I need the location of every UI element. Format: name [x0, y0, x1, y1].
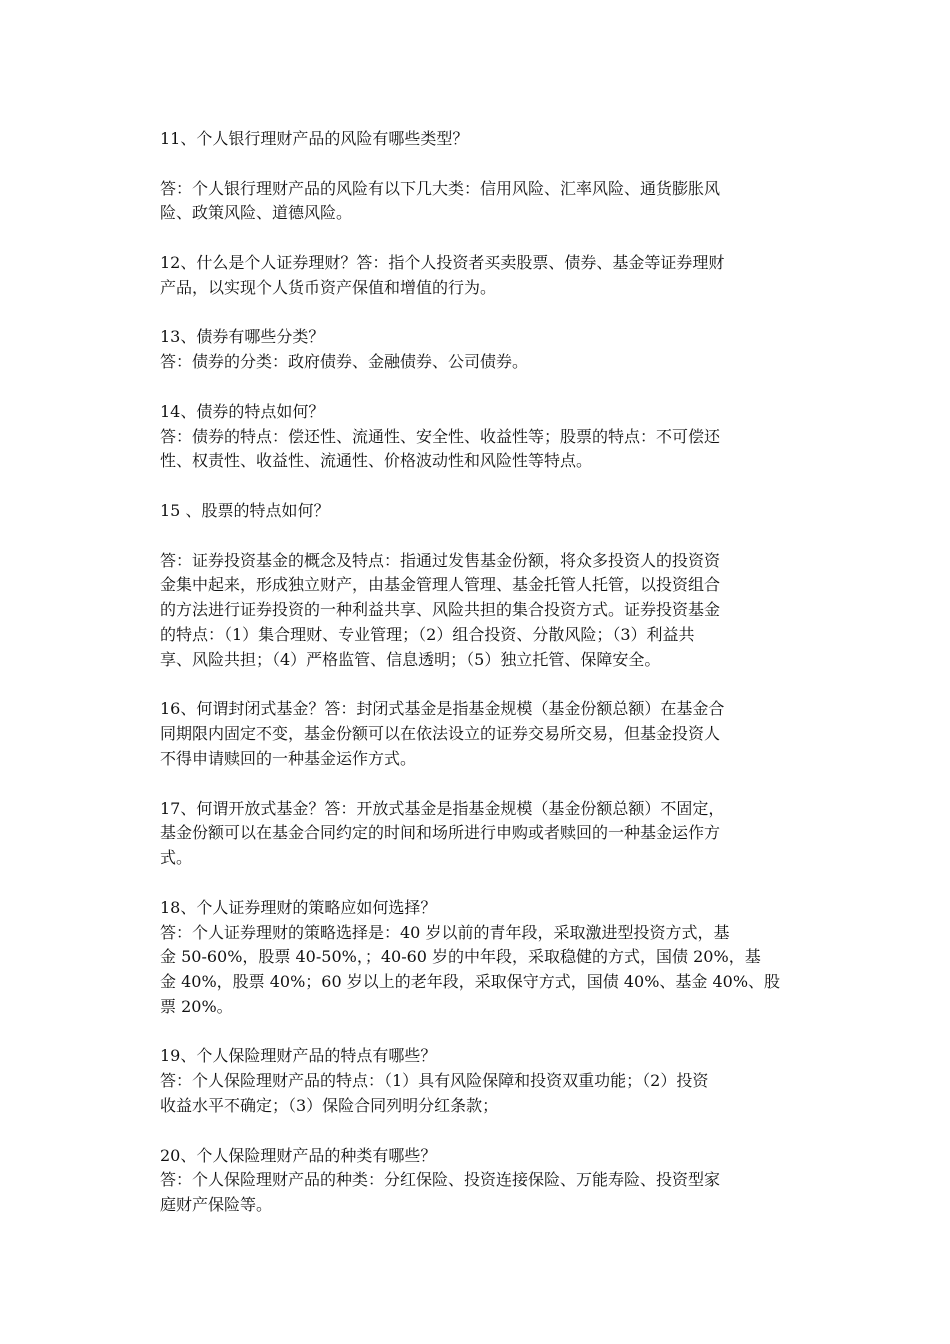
text-line: 基金份额可以在基金合同约定的时间和场所进行申购或者赎回的一种基金运作方	[160, 823, 721, 843]
text-line: 式。	[160, 848, 193, 868]
blank-line	[160, 1020, 832, 1045]
text-line: 18、个人证券理财的策略应如何选择？	[160, 897, 437, 917]
text-line: 庭财产保险等。	[160, 1195, 273, 1215]
text-line: 票 20%。	[160, 996, 233, 1016]
document-body	[160, 127, 832, 1218]
text-line: 答：个人保险理财产品的特点：（1）具有风险保障和投资双重功能；（2）投资	[160, 1071, 709, 1091]
text-line: 享、风险共担；（4）严格监管、信息透明；（5）独立托管、保障安全。	[160, 649, 661, 669]
text-line: 答：个人保险理财产品的种类：分红保险、投资连接保险、万能寿险、投资型家	[160, 1170, 721, 1190]
text-line: 12、什么是个人证券理财？答：指个人投资者买卖股票、债券、基金等证券理财	[160, 252, 725, 272]
text-line: 同期限内固定不变，基金份额可以在依法设立的证券交易所交易，但基金投资人	[160, 724, 721, 744]
blank-line	[160, 673, 832, 698]
text-line: 16、何谓封闭式基金？答：封闭式基金是指基金规模（基金份额总额）在基金合	[160, 699, 725, 719]
blank-line	[160, 301, 832, 326]
text-line: 的方法进行证券投资的一种利益共享、风险共担的集合投资方式。证券投资基金	[160, 600, 721, 620]
blank-line	[160, 871, 832, 896]
text-line: 不得申请赎回的一种基金运作方式。	[160, 748, 417, 768]
text-line: 15 、股票的特点如何？	[160, 500, 330, 520]
text-line: 产品，以实现个人货币资产保值和增值的行为。	[160, 277, 497, 297]
text-line: 13、债券有哪些分类？	[160, 327, 325, 347]
blank-line	[160, 152, 832, 177]
blank-line	[160, 474, 832, 499]
text-line: 金 50-60%，股票 40-50%，；40-60 岁的中年段，采取稳健的方式，国债 20%，基	[160, 947, 761, 967]
text-line: 17、何谓开放式基金？答：开放式基金是指基金规模（基金份额总额）不固定，	[160, 798, 725, 818]
blank-line	[160, 1119, 832, 1144]
text-line: 的特点：（1）集合理财、专业管理；（2）组合投资、分散风险；（3）利益共	[160, 624, 695, 644]
blank-line	[160, 524, 832, 549]
blank-line	[160, 226, 832, 251]
text-line: 答：债券的特点：偿还性、流通性、安全性、收益性等；股票的特点：不可偿还	[160, 426, 721, 446]
text-line: 险、政策风险、道德风险。	[160, 203, 353, 223]
blank-line	[160, 772, 832, 797]
text-line: 金集中起来，形成独立财产，由基金管理人管理、基金托管人托管，以投资组合	[160, 575, 721, 595]
text-line: 性、权责性、收益性、流通性、价格波动性和风险性等特点。	[160, 451, 593, 471]
text-line: 答：债券的分类：政府债券、金融债券、公司债券。	[160, 352, 529, 372]
blank-line	[160, 375, 832, 400]
text-line: 答：个人证券理财的策略选择是：40 岁以前的青年段，采取激进型投资方式，基	[160, 922, 730, 942]
text-line: 20、个人保险理财产品的种类有哪些？	[160, 1145, 437, 1165]
text-line: 14、债券的特点如何？	[160, 401, 325, 421]
text-line: 金 40%，股票 40%；60 岁以上的老年段，采取保守方式，国债 40%、基金 40%、股	[160, 972, 781, 992]
text-line: 答：个人银行理财产品的风险有以下几大类：信用风险、汇率风险、通货膨胀风	[160, 178, 721, 198]
text-line: 11、个人银行理财产品的风险有哪些类型？	[160, 129, 469, 148]
text-line: 19、个人保险理财产品的特点有哪些？	[160, 1046, 437, 1066]
text-line: 答：证券投资基金的概念及特点：指通过发售基金份额，将众多投资人的投资资	[160, 550, 721, 570]
text-line: 收益水平不确定；（3）保险合同列明分红条款；	[160, 1096, 499, 1116]
